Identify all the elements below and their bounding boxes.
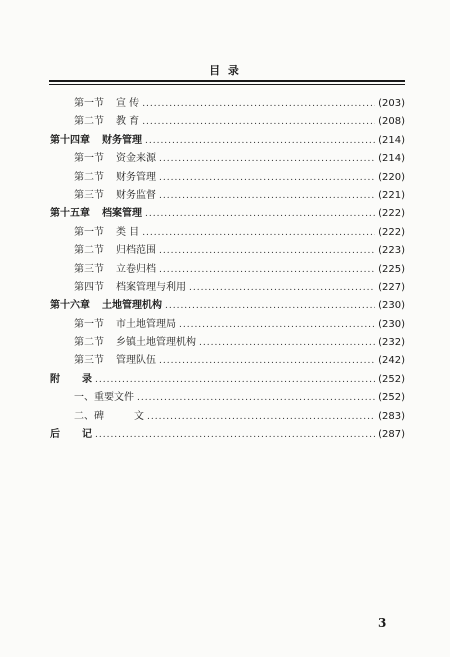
toc-entry-title: 立卷归档 [116, 263, 156, 275]
toc-entry-page: (221) [378, 189, 405, 201]
toc-entry [50, 187, 405, 205]
toc-entry-page: (287) [378, 429, 405, 441]
toc-entry-page: (203) [378, 98, 405, 109]
toc-entry-title: 资金来源 [116, 153, 156, 165]
toc-entry-page: (208) [378, 116, 405, 128]
toc-entry [50, 371, 405, 389]
toc-entry [50, 132, 405, 150]
toc-entry-number: 第三节 [74, 355, 104, 367]
toc-entry-title: 记 [82, 429, 92, 441]
toc-entry-title: 财务监督 [116, 189, 156, 201]
toc-leader-dots [137, 389, 375, 407]
toc-leader-dots [95, 426, 375, 444]
toc-entry [50, 113, 405, 131]
toc-entry [50, 297, 405, 315]
toc-entry [50, 408, 405, 426]
toc-entry-title: 宣 传 [116, 98, 140, 109]
toc-entry [50, 205, 405, 223]
toc-entry [50, 224, 405, 242]
toc-entry [50, 150, 405, 168]
toc-entry-title: 类 目 [116, 226, 140, 238]
toc-entry-page: (214) [378, 153, 405, 165]
toc-leader-dots [95, 371, 375, 389]
toc-entry [50, 316, 405, 334]
toc-entry-page: (222) [378, 208, 405, 220]
toc-entry-title: 乡镇土地管理机构 [116, 337, 196, 349]
header-rule-thick [49, 80, 405, 82]
page-header-title: 目 录 [209, 64, 241, 77]
toc-entry-number: 第三节 [74, 263, 104, 275]
toc-entry [50, 279, 405, 297]
toc-leader-dots [159, 242, 375, 260]
toc-entry-title: 财务管理 [116, 171, 156, 183]
toc-entry-title: 档案管理与利用 [116, 281, 186, 293]
toc-entry-number: 后 [50, 429, 60, 441]
toc-entry-number: 附 [50, 373, 60, 385]
toc-entry [50, 334, 405, 352]
toc-entry-number: 第二节 [74, 171, 104, 183]
toc-entry-number: 第一节 [74, 98, 104, 109]
toc-entry-page: (283) [378, 410, 405, 422]
toc-entry-page: (225) [378, 263, 405, 275]
toc-entry-title: 录 [82, 373, 92, 385]
toc-leader-dots [159, 169, 375, 187]
table-of-contents [50, 95, 405, 444]
toc-entry [50, 95, 405, 113]
toc-entry-page: (227) [378, 281, 405, 293]
toc-entry-number: 一、重要文件 [74, 392, 134, 404]
toc-entry [50, 242, 405, 260]
toc-entry-number: 第二节 [74, 245, 104, 257]
toc-leader-dots [142, 224, 375, 242]
toc-entry-title: 教 育 [116, 116, 140, 128]
toc-entry-number: 第一节 [74, 226, 104, 238]
toc-entry-title: 管理队伍 [116, 355, 156, 367]
toc-leader-dots [145, 205, 375, 223]
toc-entry-number: 第十五章 [50, 208, 90, 220]
toc-entry-page: (232) [378, 337, 405, 349]
toc-leader-dots [145, 132, 375, 150]
toc-entry-page: (252) [378, 373, 405, 385]
toc-entry-title: 文 [134, 410, 144, 422]
toc-leader-dots [179, 316, 375, 334]
toc-entry-page: (222) [378, 226, 405, 238]
toc-entry-number: 第三节 [74, 189, 104, 201]
toc-leader-dots [189, 279, 375, 297]
toc-entry-number: 第一节 [74, 153, 104, 165]
toc-entry-page: (230) [378, 300, 405, 312]
toc-leader-dots [159, 261, 375, 279]
toc-entry-title: 归档范围 [116, 245, 156, 257]
toc-leader-dots [159, 352, 375, 370]
toc-entry [50, 261, 405, 279]
toc-leader-dots [142, 113, 375, 131]
toc-entry-title: 土地管理机构 [102, 300, 162, 312]
toc-leader-dots [199, 334, 375, 352]
toc-leader-dots [159, 150, 375, 168]
toc-leader-dots [147, 408, 375, 426]
toc-entry-number: 第一节 [74, 318, 104, 330]
toc-entry-page: (214) [378, 134, 405, 146]
toc-leader-dots [142, 95, 375, 113]
toc-entry-page: (220) [378, 171, 405, 183]
toc-entry-number: 第十六章 [50, 300, 90, 312]
toc-entry-page: (223) [378, 245, 405, 257]
toc-entry-title: 市土地管理局 [116, 318, 176, 330]
page-number: 3 [378, 616, 387, 630]
toc-entry-number: 第二节 [74, 337, 104, 349]
toc-leader-dots [159, 187, 375, 205]
toc-entry [50, 352, 405, 370]
toc-leader-dots [165, 297, 375, 315]
toc-entry [50, 426, 405, 444]
toc-entry-page: (252) [378, 392, 405, 404]
toc-entry-title: 财务管理 [102, 134, 142, 146]
header-rule-thin [49, 84, 405, 85]
toc-entry-number: 第四节 [74, 281, 104, 293]
toc-entry [50, 169, 405, 187]
toc-entry [50, 389, 405, 407]
toc-entry-title: 档案管理 [102, 208, 142, 220]
toc-entry-number: 第十四章 [50, 134, 90, 146]
toc-entry-page: (242) [378, 355, 405, 367]
toc-entry-number: 二、碑 [74, 410, 104, 422]
toc-entry-page: (230) [378, 318, 405, 330]
toc-entry-number: 第二节 [74, 116, 104, 128]
